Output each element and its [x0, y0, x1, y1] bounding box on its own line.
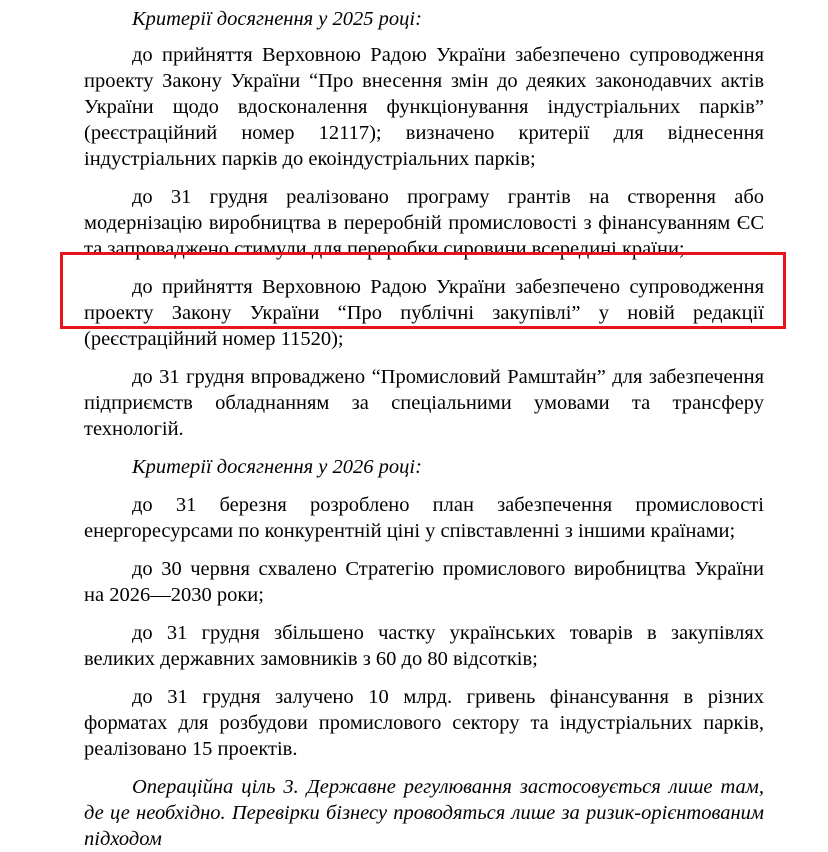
criteria-item-energy-plan: до 31 березня розроблено план забезпечення промисловості енергоресурсами по конкурентній ціні у співставленні з іншими країнами;	[84, 494, 764, 542]
criteria-2026-heading: Критерії досягнення у 2026 році:	[132, 456, 422, 478]
criteria-item-procurement-share: до 31 грудня збільшено частку українських товарів в закупівлях великих державних замовників з 60 до 80 відсотків;	[84, 622, 764, 670]
criteria-item-financing: до 31 грудня залучено 10 млрд. гривень фінансування в різних форматах для розбудови промислового сектору та індустріальних парків, реалізовано 15 проектів.	[84, 686, 764, 760]
criteria-item-strategy: до 30 червня схвалено Стратегію промислового виробництва України на 2026—2030 роки;	[84, 558, 764, 606]
operational-goal-3: Операційна ціль 3. Державне регулювання застосовується лише там, де це необхідно. Перевірки бізнесу проводяться лише за ризик-орієнтованим підходом	[84, 776, 764, 850]
criteria-2025-heading: Критерії досягнення у 2025 році:	[132, 8, 422, 30]
criteria-item-ramstein: до 31 грудня впроваджено “Промисловий Рамштайн” для забезпечення підприємств обладнанням за спеціальними умовами та трансферу технологій.	[84, 366, 764, 440]
document-page	[84, 0, 764, 852]
criteria-item-law-11520: до прийняття Верховною Радою України забезпечено супроводження проекту Закону України “Про публічні закупівлі” у новій редакції (реєстраційний номер 11520);	[84, 276, 764, 350]
criteria-item-grants: до 31 грудня реалізовано програму грантів на створення або модернізацію виробництва в переробній промисловості з фінансуванням ЄС та запроваджено стимули для переробки сировини всередині країни;	[84, 186, 764, 260]
criteria-item-law-12117: до прийняття Верховною Радою України забезпечено супроводження проекту Закону України “Про внесення змін до деяких законодавчих актів України щодо вдосконалення функціонування індустріальних парків” (реєстраційний номер 12117); визначено критерії для віднесення індустріальних парків до екоіндустріальних парків;	[84, 44, 764, 170]
